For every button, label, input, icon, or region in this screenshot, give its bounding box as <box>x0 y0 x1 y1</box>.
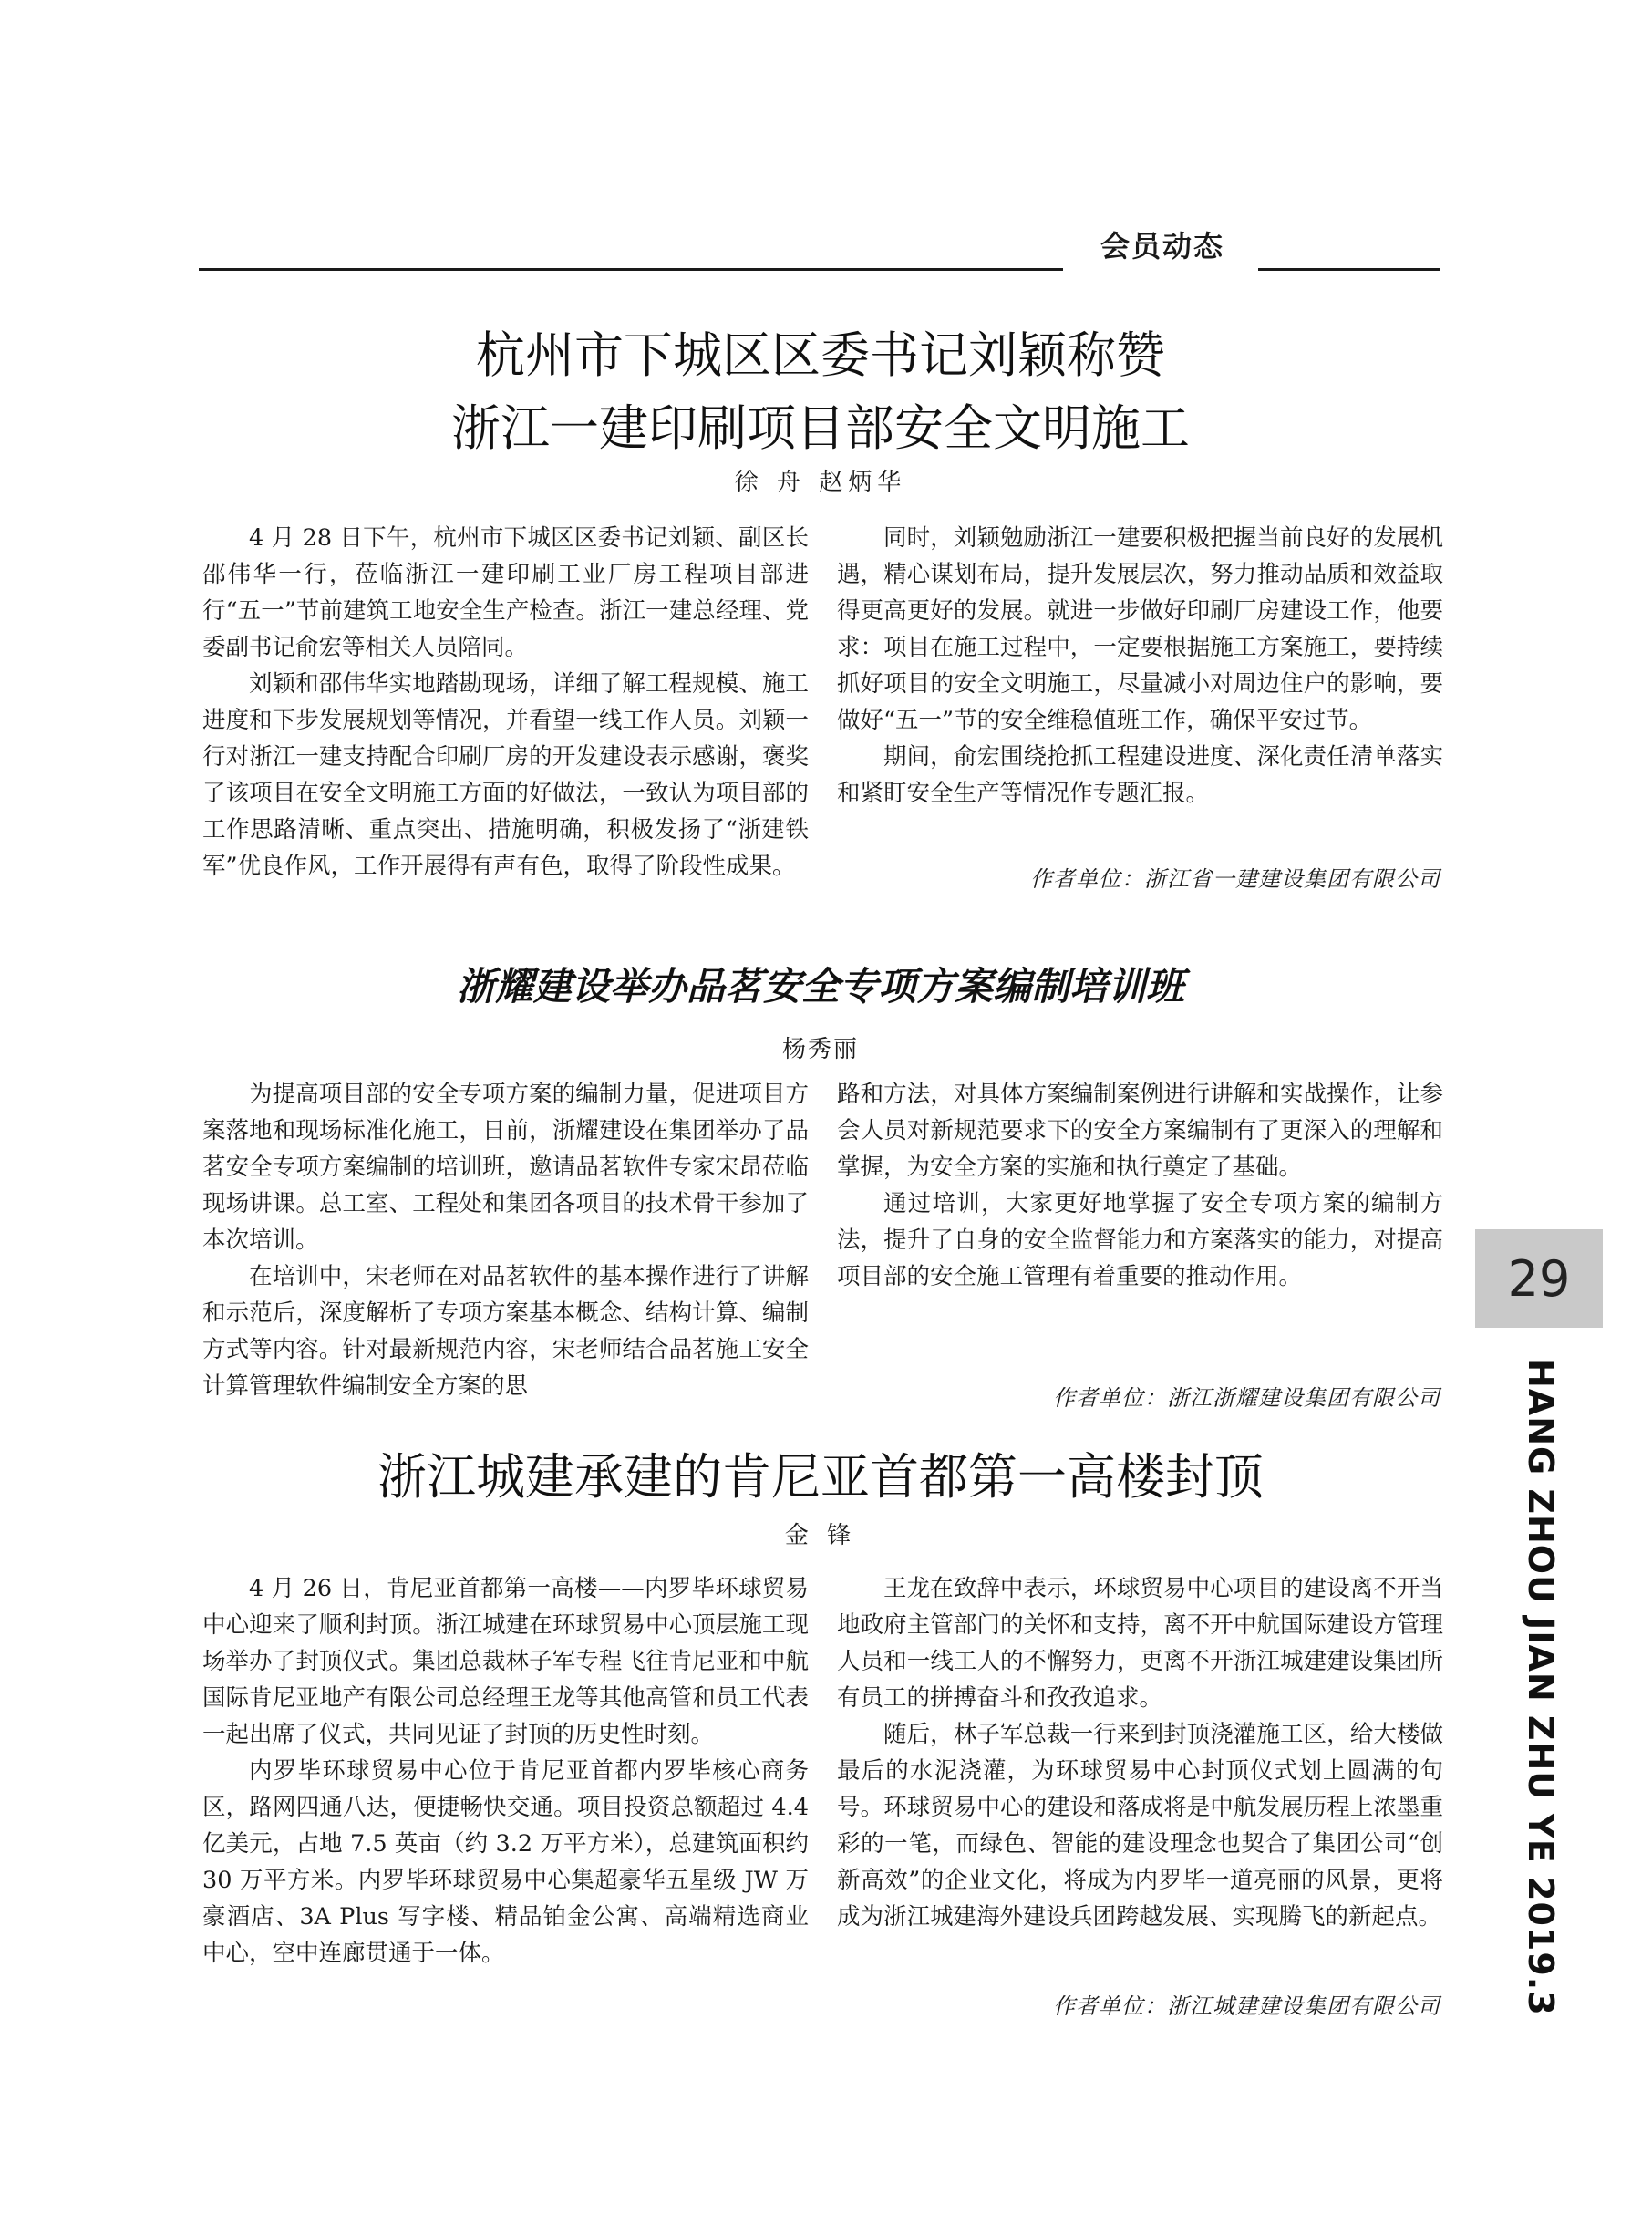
paragraph: 同时，刘颖勉励浙江一建要积极把握当前良好的发展机遇，精心谋划布局，提升发展层次，努力推动品质和效益取得更高更好的发展。就进一步做好印刷厂房建设工作，他要求：项目在施工过程中，一定要根据施工方案施工，要持续抓好项目的安全文明施工，尽量减小对周边住户的影响，要做好“五一”节的安全维稳值班工作，确保平安过节。 <box>837 524 1443 734</box>
header-rule-left <box>199 268 1063 271</box>
article-2-title-line-1: 浙耀建设举办品茗安全专项方案编制培训班 <box>456 964 1184 1009</box>
paragraph: 王龙在致辞中表示，环球贸易中心项目的建设离不开当地政府主管部门的关怀和支持，离不开中航国际建设方管理人员和一线工人的不懈努力，更离不开浙江城建建设集团所有员工的拼搏奋斗和孜孜追求。 <box>837 1575 1443 1712</box>
paragraph: 内罗毕环球贸易中心位于肯尼亚首都内罗毕核心商务区，路网四通八达，便捷畅快交通。项目投资总额超过 4.4 亿美元，占地 7.5 英亩（约 3.2 万平方米），总建筑面积约 30 万平方米。内罗毕环球贸易中心集超豪华五星级 JW 万豪酒店、3A Plus 写字楼、精品铂金公寓、高端精选商业中心，空中连廊贯通于一体。 <box>202 1757 809 1967</box>
article-3-title <box>201 1441 1440 1514</box>
article-1-affiliation: 作者单位：浙江省一建建设集团有限公司 <box>1030 866 1440 892</box>
section-tag: 会员动态 <box>1100 229 1224 264</box>
paragraph: 路和方法，对具体方案编制案例进行讲解和实战操作，让参会人员对新规范要求下的安全方案编制有了更深入的理解和掌握，为安全方案的实施和执行奠定了基础。 <box>837 1081 1443 1181</box>
article-2-title <box>201 959 1440 1014</box>
article-2-byline: 杨秀丽 <box>781 1036 859 1063</box>
paragraph: 在培训中，宋老师在对品茗软件的基本操作进行了讲解和示范后，深度解析了专项方案基本概念、结构计算、编制方式等内容。针对最新规范内容，宋老师结合品茗施工安全计算管理软件编制安全方案的思 <box>202 1263 809 1400</box>
article-3-left-column <box>202 1570 809 1972</box>
article-1-title-line-1: 杭州市下城区区委书记刘颖称赞 <box>476 326 1165 384</box>
paragraph: 随后，林子军总裁一行来到封顶浇灌施工区，给大楼做最后的水泥浇灌，为环球贸易中心封顶仪式划上圆满的句号。环球贸易中心的建设和落成将是中航发展历程上浓墨重彩的一笔，而绿色、智能的建设理念也契合了集团公司“创新高效”的企业文化，将成为内罗毕一道亮丽的风景，更将成为浙江城建海外建设兵团跨越发展、实现腾飞的新起点。 <box>837 1721 1443 1931</box>
paragraph: 刘颖和邵伟华实地踏勘现场，详细了解工程规模、施工进度和下步发展规划等情况，并看望一线工作人员。刘颖一行对浙江一建支持配合印刷厂房的开发建设表示感谢，褒奖了该项目在安全文明施工方面的好做法，一致认为项目部的工作思路清晰、重点突出、措施明确，积极发扬了“浙建铁军”优良作风，工作开展得有声有色，取得了阶段性成果。 <box>202 670 809 880</box>
paragraph: 期间，俞宏围绕抢抓工程建设进度、深化责任清单落实和紧盯安全生产等情况作专题汇报。 <box>837 743 1443 807</box>
article-1-left-column <box>202 520 809 885</box>
page-number: 29 <box>1475 1229 1603 1328</box>
paragraph: 为提高项目部的安全专项方案的编制力量，促进项目方案落地和现场标准化施工，日前，浙耀建设在集团举办了品茗安全专项方案编制的培训班，邀请品茗软件专家宋昂莅临现场讲课。总工室、工程处和集团各项目的技术骨干参加了本次培训。 <box>202 1081 809 1254</box>
paragraph: 通过培训，大家更好地掌握了安全专项方案的编制方法，提升了自身的安全监督能力和方案落实的能力，对提高项目部的安全施工管理有着重要的推动作用。 <box>837 1190 1443 1290</box>
article-2-affiliation: 作者单位：浙江浙耀建设集团有限公司 <box>1053 1385 1440 1411</box>
article-3-title-line-1: 浙江城建承建的肯尼亚首都第一高楼封顶 <box>377 1448 1264 1506</box>
paragraph: 4 月 28 日下午，杭州市下城区区委书记刘颖、副区长邵伟华一行，莅临浙江一建印刷工业厂房工程项目部进行“五一”节前建筑工地安全生产检查。浙江一建总经理、党委副书记俞宏等相关人员陪同。 <box>202 524 809 661</box>
paragraph: 4 月 26 日，肯尼亚首都第一高楼——内罗毕环球贸易中心迎来了顺利封顶。浙江城建在环球贸易中心顶层施工现场举办了封顶仪式。集团总裁林子军专程飞往肯尼亚和中航国际肯尼亚地产有限公司总经理王龙等其他高管和员工代表一起出席了仪式，共同见证了封顶的历史性时刻。 <box>202 1575 809 1748</box>
article-3-affiliation: 作者单位：浙江城建建设集团有限公司 <box>1053 1993 1440 2019</box>
article-1-title-line-2: 浙江一建印刷项目部安全文明施工 <box>451 399 1190 457</box>
article-1-title <box>201 319 1440 465</box>
article-1-byline: 徐 舟 赵炳华 <box>734 469 907 496</box>
article-2-right-column <box>837 1076 1443 1295</box>
journal-vertical-title: HANG ZHOU JIAN ZHU YE 2019.3 <box>1521 1359 1561 2016</box>
article-3-byline: 金 锋 <box>784 1522 857 1549</box>
header-rule-right <box>1258 268 1440 271</box>
article-1-right-column <box>837 520 1443 812</box>
article-3-right-column <box>837 1570 1443 1935</box>
article-2-left-column <box>202 1076 809 1404</box>
